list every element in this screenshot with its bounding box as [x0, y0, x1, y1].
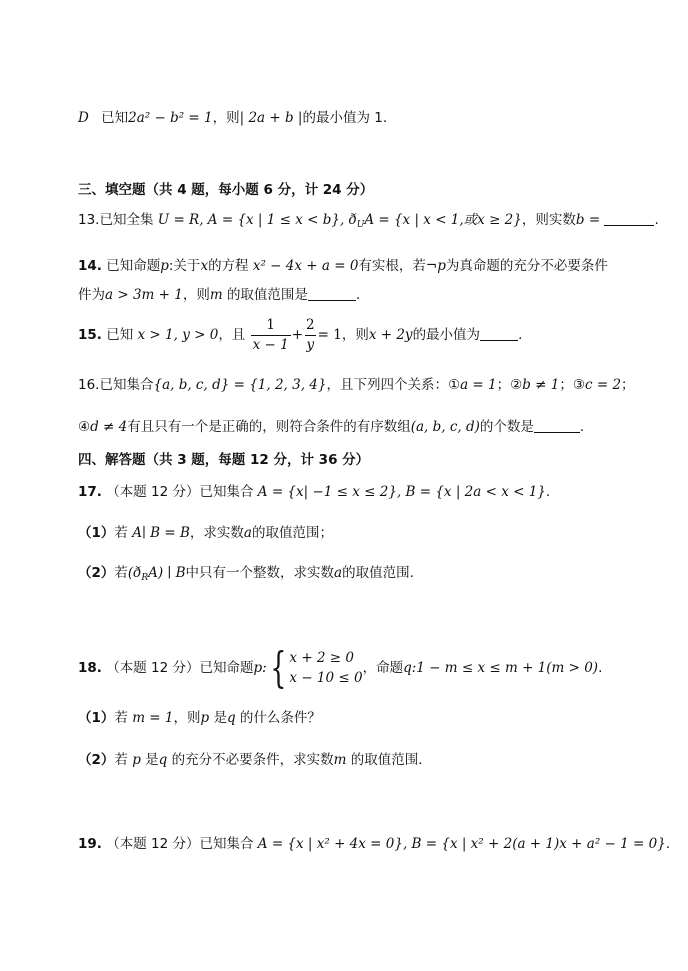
variable: a	[243, 525, 252, 541]
question-tag: （本题 12 分）	[106, 484, 200, 500]
text: ，求实数	[189, 525, 244, 541]
variable: q	[158, 752, 168, 768]
text: 有且只有一个是正确的，则符合条件的有序数组	[127, 419, 411, 435]
sets: U = R, A = {x | 1 ≤ x < b}, ð	[157, 212, 357, 228]
question-16-line-1	[78, 375, 635, 395]
text: 的个数是	[479, 419, 534, 435]
condition: x > 1, y > 0	[137, 327, 219, 343]
tuple: (a, b, c, d)	[410, 419, 480, 435]
text: 已知	[101, 110, 129, 126]
condition: m = 1	[132, 710, 174, 726]
question-17	[78, 482, 550, 502]
text: 的取值范围是	[226, 287, 308, 303]
numerator: 2	[306, 316, 315, 333]
expression: x + 2y	[368, 327, 413, 343]
plus: +	[291, 327, 304, 343]
text: ，则	[212, 110, 240, 126]
sets: A = {x | x² + 4x = 0}, B = {x | x² + 2(a + 1)x + a² − 1 = 0}	[257, 836, 666, 852]
question-number: 17.	[78, 484, 102, 500]
section-4-title: 四、解答题（共 3 题，每题 12 分，计 36 分）	[78, 452, 370, 468]
separator: ；	[559, 377, 573, 393]
period: .	[579, 419, 585, 435]
circled-3: ③	[572, 377, 585, 393]
separator: ；	[496, 377, 511, 393]
text: 的最小值为 1.	[302, 110, 388, 126]
expression: A) ∣ B	[148, 565, 186, 581]
text: 的取值范围；	[251, 525, 333, 541]
variable: m	[209, 287, 223, 303]
text: 若	[114, 752, 128, 768]
text: 中只有一个整数，求实数	[185, 565, 335, 581]
text: ，则实数	[521, 212, 576, 228]
question-number: 16.	[78, 377, 100, 393]
circled-1: ①	[447, 377, 461, 393]
text: 的取值范围.	[342, 565, 414, 581]
text: 已知命题	[199, 660, 254, 676]
text: 为真命题的充分不必要条件	[445, 258, 608, 274]
question-tag: （本题 12 分）	[106, 660, 200, 676]
period: .	[545, 484, 551, 500]
numerator: 1	[266, 316, 275, 333]
text: 已知全集	[99, 212, 154, 228]
text: ，且下列四个关系：	[326, 377, 448, 393]
text: 已知	[106, 327, 134, 343]
text: ，则	[182, 287, 210, 303]
section-3-title: 三、填空题（共 4 题，每小题 6 分，计 24 分）	[78, 182, 374, 198]
period: .	[355, 287, 361, 303]
period: .	[665, 836, 671, 852]
negation: ¬p	[425, 258, 446, 274]
text: 的充分不必要条件，求实数	[171, 752, 334, 768]
period: .	[654, 212, 659, 228]
set-equality: {a, b, c, d} = {1, 2, 3, 4}	[153, 377, 327, 393]
text: ，且	[218, 327, 246, 343]
text: ，命题	[362, 660, 404, 676]
question-18-part-1	[78, 708, 321, 728]
equals-one: = 1	[317, 327, 342, 343]
question-17-part-2	[78, 563, 414, 583]
proposition-q: q:1 − m ≤ x ≤ m + 1(m > 0)	[403, 660, 599, 676]
text: 已知集合	[99, 377, 154, 393]
question-number: 18.	[78, 660, 102, 676]
text: ，则	[341, 327, 369, 343]
sets: A = {x| −1 ≤ x ≤ 2}, B = {x | 2a < x < 1}	[257, 484, 546, 500]
left-brace: {	[270, 643, 287, 692]
part-label: （1）	[78, 710, 115, 726]
question-number: 15.	[78, 327, 102, 343]
question-number: 13.	[78, 212, 100, 228]
equation: 2a² − b² = 1	[128, 110, 213, 126]
question-tag: （本题 12 分）	[106, 836, 200, 852]
variable: p	[132, 752, 141, 768]
text: 是	[145, 752, 159, 768]
relation-1: a = 1	[460, 377, 497, 393]
denominator: y	[306, 336, 315, 353]
question-14-line-1	[78, 256, 608, 276]
question-13	[78, 210, 659, 230]
part-label: （2）	[78, 752, 115, 768]
denominator: x − 1	[252, 336, 289, 353]
question-18-part-2	[78, 750, 423, 770]
period: .	[518, 327, 523, 343]
system-of-inequalities	[267, 643, 363, 692]
text: 有实根，若	[358, 258, 426, 274]
equation: x² − 4x + a = 0	[252, 258, 359, 274]
text: 件为	[78, 287, 105, 303]
fraction-2	[304, 317, 317, 354]
circled-2: ②	[510, 377, 523, 393]
question-19	[78, 834, 670, 854]
period: .	[598, 660, 603, 676]
variable: x	[200, 258, 209, 274]
relation-4: d ≠ 4	[90, 419, 128, 435]
answer-blank[interactable]	[534, 418, 580, 433]
expression: A∣ B = B	[132, 525, 190, 541]
text: 若	[114, 565, 128, 581]
question-15	[78, 316, 522, 354]
variable: q	[226, 710, 236, 726]
subscript: U	[356, 220, 365, 230]
text: :关于	[168, 258, 201, 274]
question-number: 19.	[78, 836, 102, 852]
option-label: D	[78, 110, 89, 126]
relation-2: b ≠ 1	[522, 377, 560, 393]
fraction-1	[251, 317, 291, 354]
text: ，则	[173, 710, 201, 726]
variable: m	[333, 752, 347, 768]
text: 若	[114, 710, 128, 726]
subscript: R	[141, 573, 149, 583]
question-16-line-2	[78, 417, 584, 437]
variable: p	[160, 258, 169, 274]
question-17-part-1	[78, 523, 333, 543]
answer-blank[interactable]	[604, 211, 654, 226]
variable: p	[200, 710, 210, 726]
variable: b	[575, 212, 585, 228]
text: 已知命题	[106, 258, 161, 274]
separator: ；	[621, 377, 635, 393]
text: 若	[114, 525, 128, 541]
question-14-line-2	[78, 285, 360, 305]
text: 已知集合	[199, 484, 254, 500]
proposition-p: p:	[253, 660, 267, 676]
answer-blank[interactable]	[480, 326, 518, 341]
q12-option-d	[78, 108, 387, 128]
variable: a	[334, 565, 343, 581]
text: 是	[213, 710, 227, 726]
question-18	[78, 643, 603, 692]
relation-3: c = 2	[584, 377, 622, 393]
text: 的最小值为	[412, 327, 481, 343]
part-label: （2）	[78, 565, 115, 581]
text: 的什么条件？	[239, 710, 321, 726]
complement: (ð	[127, 565, 142, 581]
circled-4: ④	[78, 419, 91, 435]
text: 的取值范围.	[350, 752, 423, 768]
inequality-2: x − 10 ≤ 0	[289, 670, 363, 686]
text: 的方程	[208, 258, 249, 274]
question-number: 14.	[78, 258, 102, 274]
complement: A = {x | x < 1,或x ≥ 2}	[364, 212, 522, 228]
condition: a > 3m + 1	[105, 287, 183, 303]
inequality-1: x + 2 ≥ 0	[289, 650, 355, 666]
answer-blank[interactable]	[308, 286, 356, 301]
expression: | 2a + b |	[239, 110, 303, 126]
equals: =	[584, 212, 605, 228]
text: 已知集合	[199, 836, 254, 852]
part-label: （1）	[78, 525, 115, 541]
